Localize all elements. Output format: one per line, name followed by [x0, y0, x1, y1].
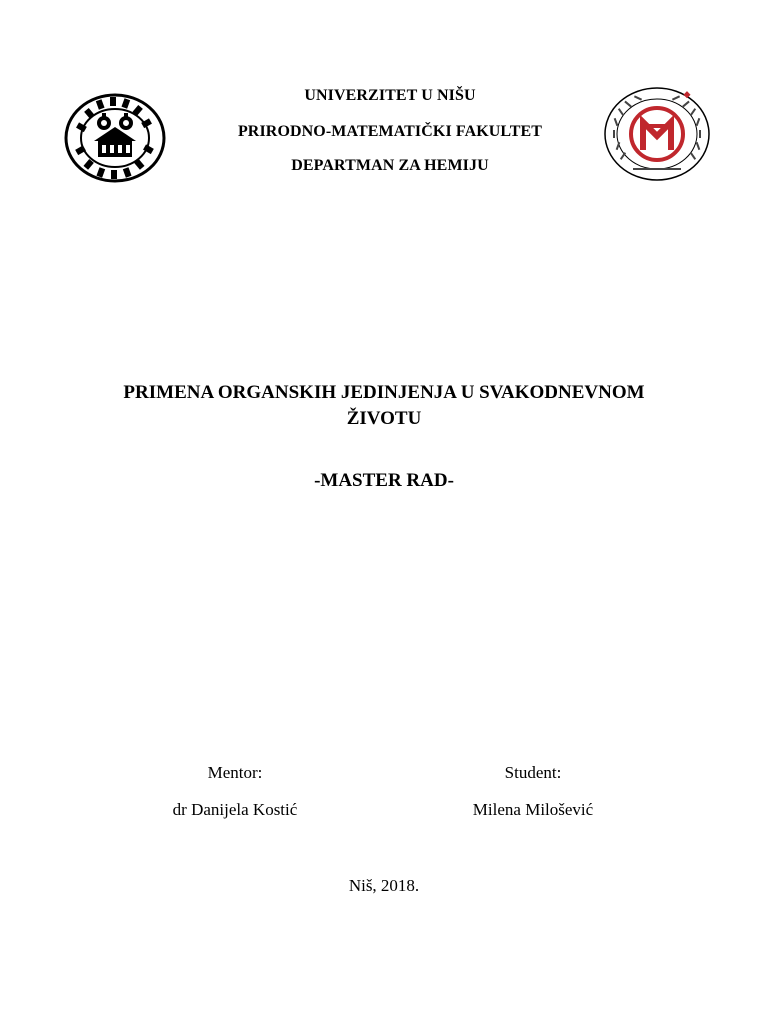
place-and-date: Niš, 2018.	[348, 876, 420, 895]
university-seal-icon	[64, 93, 166, 183]
university-name: UNIVERZITET U NIŠU	[304, 87, 476, 104]
thesis-type: -MASTER RAD-	[314, 470, 454, 491]
department-name: DEPARTMAN ZA HEMIJU	[291, 157, 489, 174]
student-name: Milena Milošević	[472, 800, 594, 819]
faculty-emblem-icon	[603, 86, 711, 182]
thesis-title	[60, 380, 708, 432]
mentor-label: Mentor:	[207, 763, 263, 782]
thesis-title-line-2: ŽIVOTU	[346, 408, 422, 429]
mentor-name: dr Danijela Kostić	[172, 800, 298, 819]
faculty-name: PRIRODNO-MATEMATIČKI FAKULTET	[237, 123, 543, 140]
thesis-title-line-1: PRIMENA ORGANSKIH JEDINJENJA U SVAKODNEVNOM	[123, 382, 645, 403]
student-label: Student:	[504, 763, 562, 782]
